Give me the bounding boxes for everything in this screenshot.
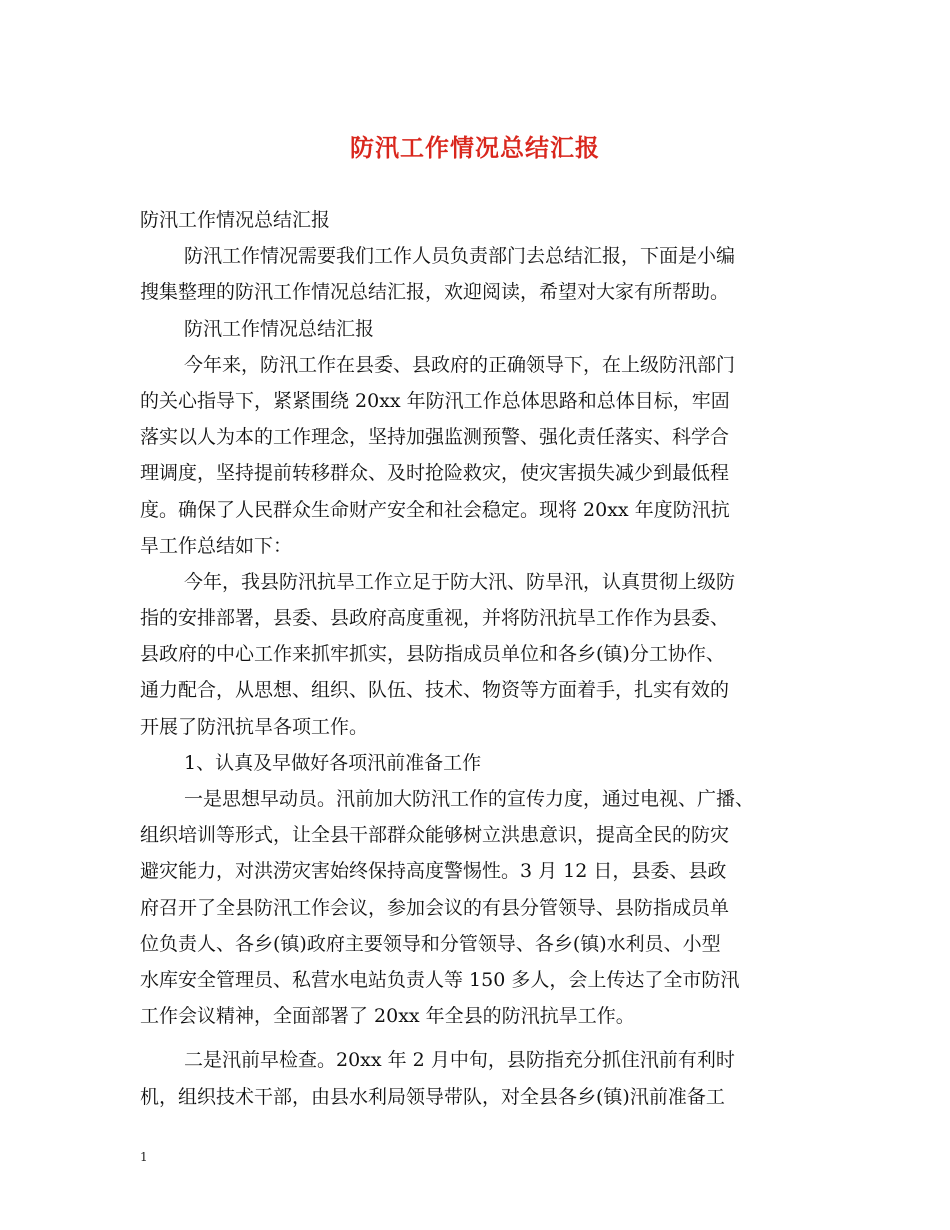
text-line: 一是思想早动员。汛前加大防汛工作的宣传力度，通过电视、广播、 bbox=[184, 788, 755, 810]
document-title: 防汛工作情况总结汇报 bbox=[350, 133, 600, 162]
document-body bbox=[140, 202, 820, 1115]
text-line: 1、认真及早做好各项汛前准备工作 bbox=[184, 751, 482, 774]
text-line: 的关心指导下，紧紧围绕 20xx 年防汛工作总体思路和总体目标，牢固 bbox=[140, 389, 730, 412]
page-number: 1 bbox=[140, 1150, 148, 1164]
text-line: 组织培训等形式，让全县干部群众能够树立洪患意识，提高全民的防灾 bbox=[140, 824, 730, 847]
text-line: 防汛工作情况总结汇报 bbox=[184, 317, 375, 340]
text-line: 县政府的中心工作来抓牢抓实，县防指成员单位和各乡(镇)分工协作、 bbox=[140, 643, 725, 666]
text-line: 防汛工作情况需要我们工作人员负责部门去总结汇报，下面是小编 bbox=[184, 245, 736, 268]
text-line: 机，组织技术干部，由县水利局领导带队，对全县各乡(镇)汛前准备工 bbox=[140, 1085, 725, 1108]
text-line: 落实以人为本的工作理念，坚持加强监测预警、强化责任落实、科学合 bbox=[140, 426, 730, 449]
text-line: 水库安全管理员、私营水电站负责人等 150 多人，会上传达了全市防汛 bbox=[140, 968, 740, 991]
text-line: 理调度，坚持提前转移群众、及时抢险救灾，使灾害损失减少到最低程 bbox=[140, 462, 730, 485]
text-line: 今年来，防汛工作在县委、县政府的正确领导下，在上级防汛部门 bbox=[184, 353, 736, 376]
text-line: 工作会议精神，全面部署了 20xx 年全县的防汛抗旱工作。 bbox=[140, 1005, 635, 1028]
text-line: 二是汛前早检查。20xx 年 2 月中旬，县防指充分抓住汛前有利时 bbox=[184, 1049, 735, 1072]
text-line: 防汛工作情况总结汇报 bbox=[140, 209, 331, 231]
text-line: 府召开了全县防汛工作会议，参加会议的有县分管领导、县防指成员单 bbox=[140, 896, 730, 919]
text-line: 旱工作总结如下： bbox=[140, 534, 293, 557]
text-line: 开展了防汛抗旱各项工作。 bbox=[140, 715, 369, 738]
text-line: 今年，我县防汛抗旱工作立足于防大汛、防旱汛，认真贯彻上级防 bbox=[184, 570, 736, 593]
text-line: 位负责人、各乡(镇)政府主要领导和分管领导、各乡(镇)水利员、小型 bbox=[140, 932, 721, 955]
text-line: 通力配合，从思想、组织、队伍、技术、物资等方面着手，扎实有效的 bbox=[140, 679, 730, 702]
text-line: 度。确保了人民群众生命财产安全和社会稳定。现将 20xx 年度防汛抗 bbox=[140, 498, 730, 521]
text-line: 指的安排部署，县委、县政府高度重视，并将防汛抗旱工作作为县委、 bbox=[140, 607, 730, 630]
text-line: 避灾能力，对洪涝灾害始终保持高度警惕性。3 月 12 日，县委、县政 bbox=[140, 860, 727, 883]
text-line: 搜集整理的防汛工作情况总结汇报，欢迎阅读，希望对大家有所帮助。 bbox=[140, 281, 730, 304]
